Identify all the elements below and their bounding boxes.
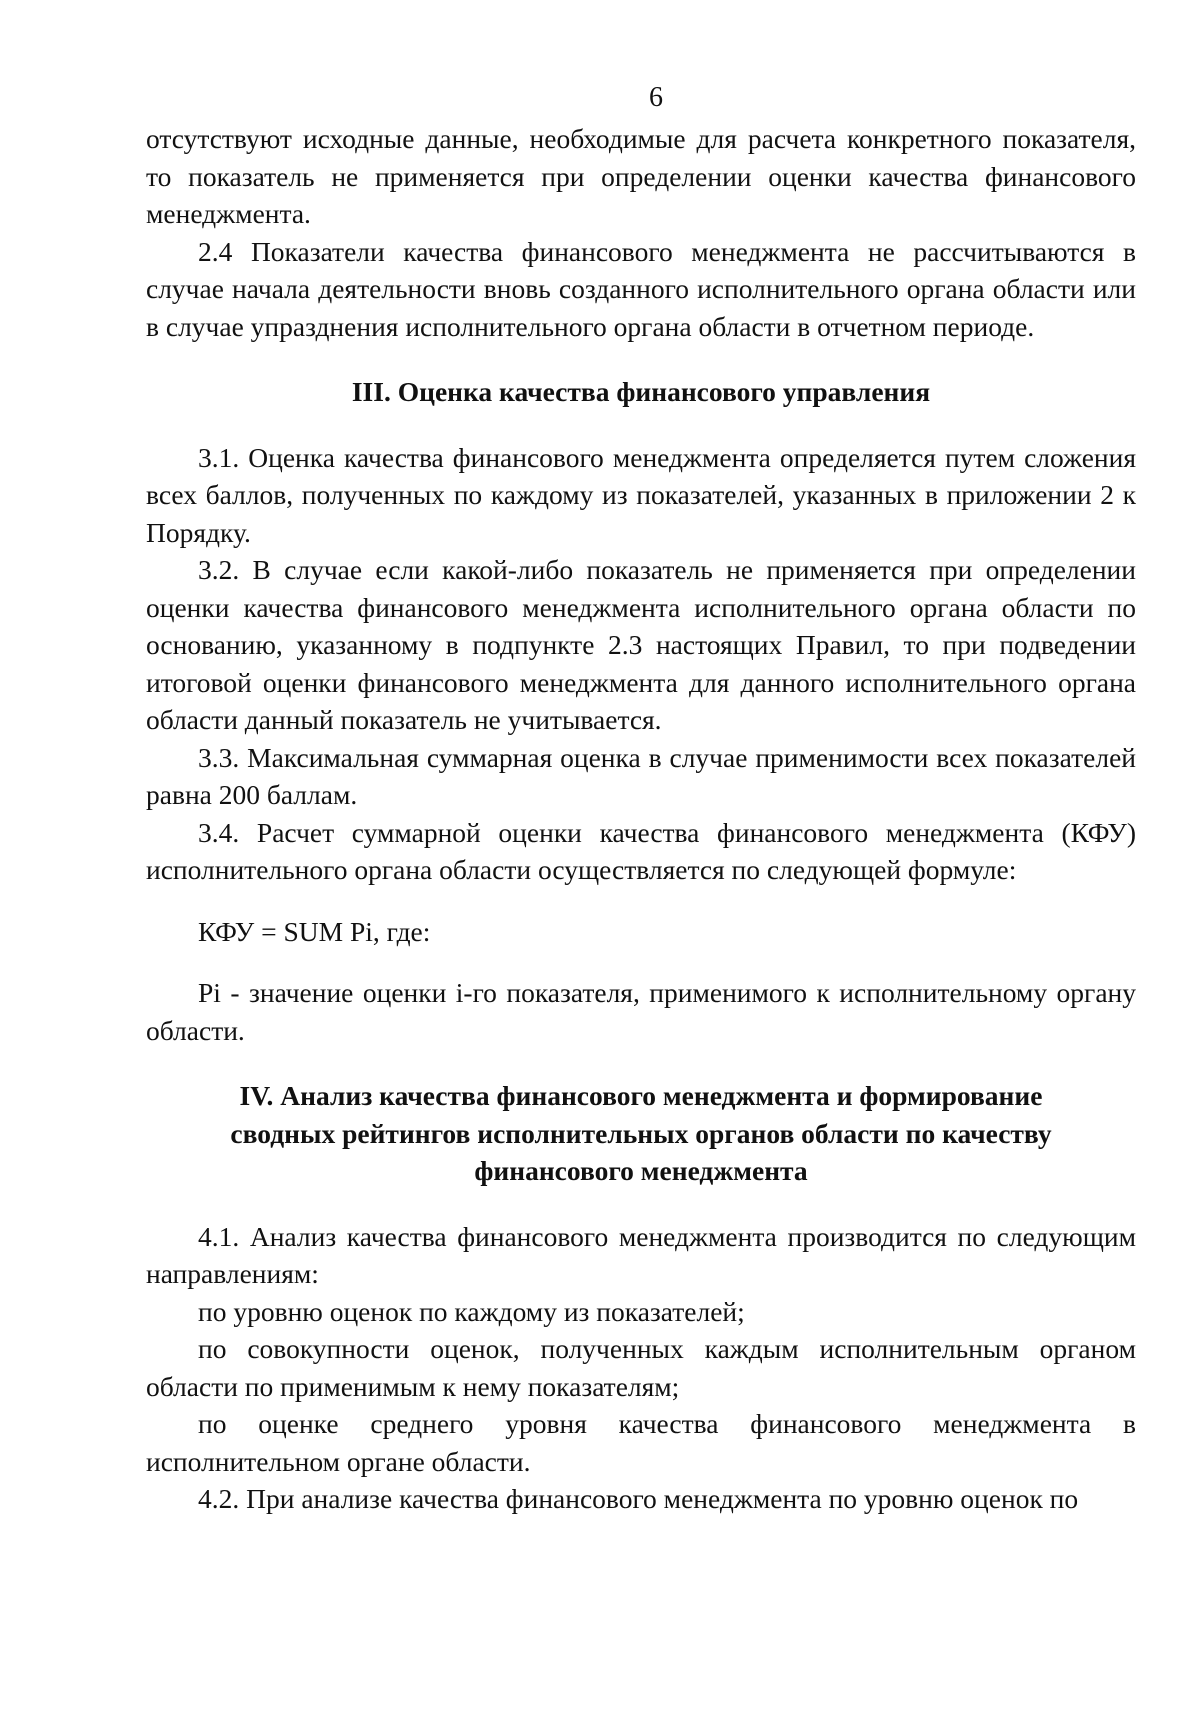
paragraph-4-1: 4.1. Анализ качества финансового менеджмента производится по следующим направлениям: xyxy=(146,1220,1136,1289)
paragraph-continued: отсутствуют исходные данные, необходимые для расчета конкретного показателя, то показатель не применяется при определении оценки качества финансового менеджмента. xyxy=(146,123,1136,229)
paragraph-3-3: 3.3. Максимальная суммарная оценка в случае применимости всех показателей равна 200 баллам. xyxy=(146,741,1136,810)
paragraph-3-2: 3.2. В случае если какой-либо показатель не применяется при определении оценки качества финансового менеджмента исполнительного органа области по основанию, указанному в подпункте 2.3 настоящих Правил, то при подведении итоговой оценки финансового менеджмента для данного исполнительного органа области данный показатель не учитывается. xyxy=(146,554,1136,735)
paragraph-4-1-item-3: по оценке среднего уровня качества финансового менеджмента в исполнительном органе области. xyxy=(146,1408,1136,1477)
paragraph-3-1: 3.1. Оценка качества финансового менеджмента определяется путем сложения всех баллов, полученных по каждому из показателей, указанных в приложении 2 к Порядку. xyxy=(146,441,1136,548)
section-4-heading-line-3: финансового менеджмента xyxy=(474,1155,808,1186)
paragraph-4-1-item-1: по уровню оценок по каждому из показателей; xyxy=(198,1295,745,1327)
document-page xyxy=(146,80,1136,1518)
page-number: 6 xyxy=(649,82,663,113)
paragraph-2-4: 2.4 Показатели качества финансового менеджмента не рассчитываются в случае начала деятельности вновь созданного исполнительного органа области или в случае упразднения исполнительного органа области в отчетном периоде. xyxy=(146,235,1136,342)
paragraph-4-2: 4.2. При анализе качества финансового менеджмента по уровню оценок по xyxy=(198,1483,1079,1514)
section-4-heading-line-1: IV. Анализ качества финансового менеджмента и формирование xyxy=(239,1080,1043,1111)
section-3-heading: III. Оценка качества финансового управления xyxy=(351,376,931,407)
formula-note: Pi - значение оценки i-го показателя, применимого к исполнительному органу области. xyxy=(146,977,1136,1046)
formula: КФУ = SUM Pi, где: xyxy=(198,915,431,947)
paragraph-4-1-item-2: по совокупности оценок, полученных каждым исполнительным органом области по применимым к нему показателям; xyxy=(146,1333,1136,1402)
paragraph-3-4: 3.4. Расчет суммарной оценки качества финансового менеджмента (КФУ) исполнительного органа области осуществляется по следующей формуле: xyxy=(146,816,1136,885)
section-4-heading-line-2: сводных рейтингов исполнительных органов области по качеству xyxy=(230,1117,1052,1149)
